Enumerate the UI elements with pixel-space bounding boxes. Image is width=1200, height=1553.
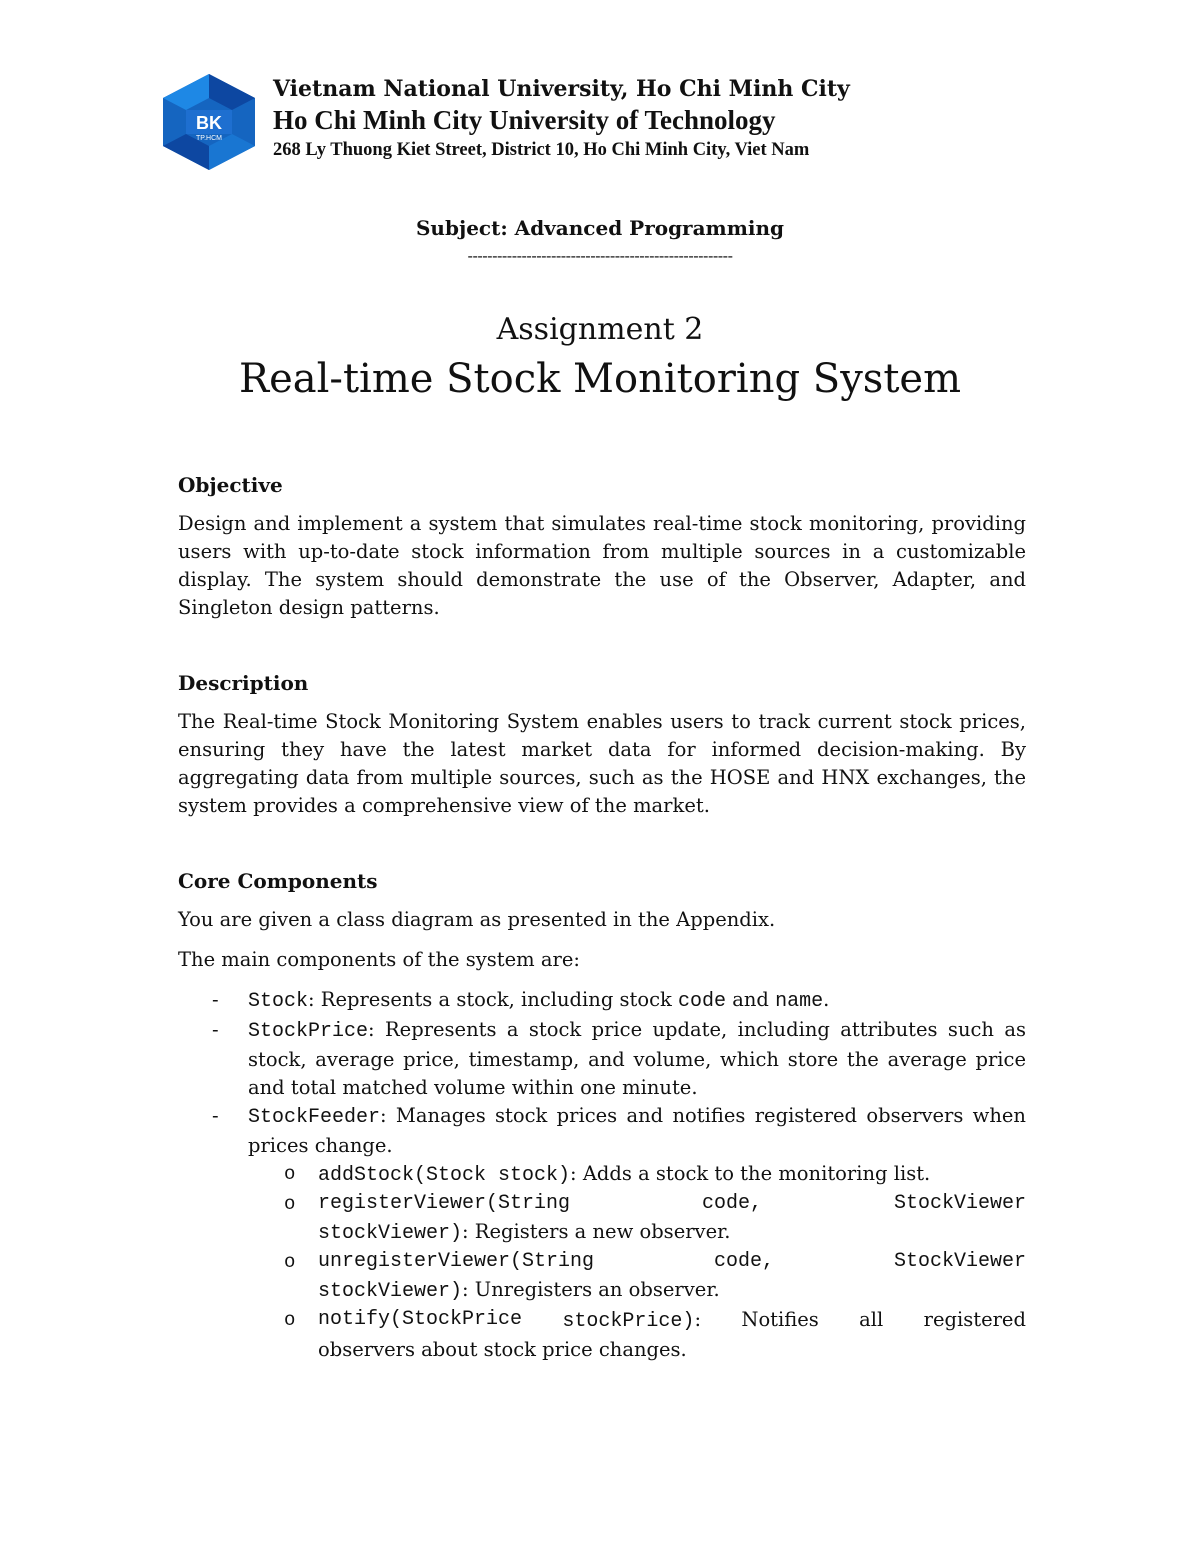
dash-bullet: -	[212, 988, 219, 1011]
code-text: StockViewer	[893, 1192, 1026, 1215]
university-system-name: Vietnam National University, Ho Chi Minh City	[273, 76, 850, 102]
method-line	[318, 1306, 1026, 1336]
code-text: code,	[702, 1192, 763, 1215]
code-text: notify(StockPrice	[318, 1308, 523, 1331]
code-text: stockPrice)	[562, 1310, 695, 1333]
item-text: .	[823, 988, 830, 1011]
dash-bullet: -	[212, 1018, 219, 1041]
core-list-intro: The main components of the system are:	[178, 948, 580, 971]
list-item	[178, 1016, 1026, 1102]
method-list	[248, 1160, 1026, 1364]
code-text: stockViewer)	[318, 1222, 463, 1245]
item-text: : Adds a stock to the monitoring list.	[570, 1162, 931, 1185]
university-address: 268 Ly Thuong Kiet Street, District 10, Ho Chi Minh City, Viet Nam	[273, 140, 810, 160]
core-components-section	[178, 866, 1026, 1364]
code-line	[318, 1248, 1026, 1276]
document-title: Real-time Stock Monitoring System	[239, 356, 961, 402]
item-text: :	[694, 1308, 702, 1331]
objective-heading: Objective	[178, 473, 283, 497]
logo-subtext: TP.HCM	[196, 135, 222, 142]
circle-bullet: o	[284, 1163, 296, 1185]
circle-bullet: o	[284, 1193, 296, 1215]
item-text: Notifies	[741, 1308, 819, 1331]
code-text: Stock	[248, 990, 309, 1013]
assignment-number: Assignment 2	[496, 312, 704, 347]
method-item	[248, 1160, 1026, 1190]
code-text: unregisterViewer(String	[318, 1250, 595, 1273]
subject-line: Subject: Advanced Programming	[415, 216, 784, 240]
code-text: StockPrice	[248, 1020, 369, 1043]
core-components-heading: Core Components	[178, 869, 378, 893]
divider-line: ------------------------------------------------------	[467, 246, 733, 265]
method-item	[248, 1190, 1026, 1248]
code-text: addStock(Stock stock)	[318, 1164, 571, 1187]
code-text: StockFeeder	[248, 1106, 381, 1129]
objective-text: Design and implement a system that simulates real-time stock monitoring, providing users with up-to-date stock information from multiple sources in a customizable display. The system should demonstrate the use of the Observer, Adapter, and Singleton design patterns.	[178, 512, 1026, 619]
circle-bullet: o	[284, 1309, 296, 1331]
method-item	[248, 1248, 1026, 1306]
university-logo	[158, 72, 260, 172]
item-text: : Registers a new observer.	[462, 1220, 731, 1243]
item-text: and	[726, 988, 776, 1011]
list-item	[178, 1102, 1026, 1364]
code-text: code,	[714, 1250, 775, 1273]
item-text: observers about stock price changes.	[318, 1338, 687, 1361]
description-heading: Description	[178, 671, 309, 695]
document-body	[178, 470, 1026, 1364]
item-text: : Represents a stock, including stock	[308, 988, 679, 1011]
description-section	[178, 668, 1026, 820]
letterhead	[273, 74, 850, 164]
method-item	[248, 1306, 1026, 1364]
code-line	[318, 1190, 1026, 1218]
item-text: all	[859, 1308, 884, 1331]
university-name: Ho Chi Minh City University of Technology	[273, 105, 776, 135]
item-text: : Manages stock prices and notifies registered observers when prices change.	[248, 1104, 1026, 1157]
circle-bullet: o	[284, 1251, 296, 1273]
logo-text: BK	[196, 113, 222, 133]
dash-bullet: -	[212, 1104, 219, 1127]
code-text: name	[775, 990, 824, 1013]
code-text: registerViewer(String	[318, 1192, 571, 1215]
code-text: code	[678, 990, 727, 1013]
list-item	[178, 986, 1026, 1016]
code-text: StockViewer	[893, 1250, 1026, 1273]
objective-section	[178, 470, 1026, 622]
core-intro-text: You are given a class diagram as presented in the Appendix.	[178, 908, 776, 931]
item-text: : Unregisters an observer.	[462, 1278, 720, 1301]
item-text: registered	[923, 1308, 1026, 1331]
description-text: The Real-time Stock Monitoring System enables users to track current stock prices, ensuring they have the latest market data for informed decision-making. By aggregating data from multiple sources, such as the HOSE and HNX exchanges, the system provides a comprehensive view of the market.	[178, 710, 1026, 817]
code-text: stockViewer)	[318, 1280, 463, 1303]
component-list	[178, 986, 1026, 1364]
item-text: : Represents a stock price update, including attributes such as stock, average price, timestamp, and volume, which store the average price and total matched volume within one minute.	[248, 1018, 1026, 1099]
